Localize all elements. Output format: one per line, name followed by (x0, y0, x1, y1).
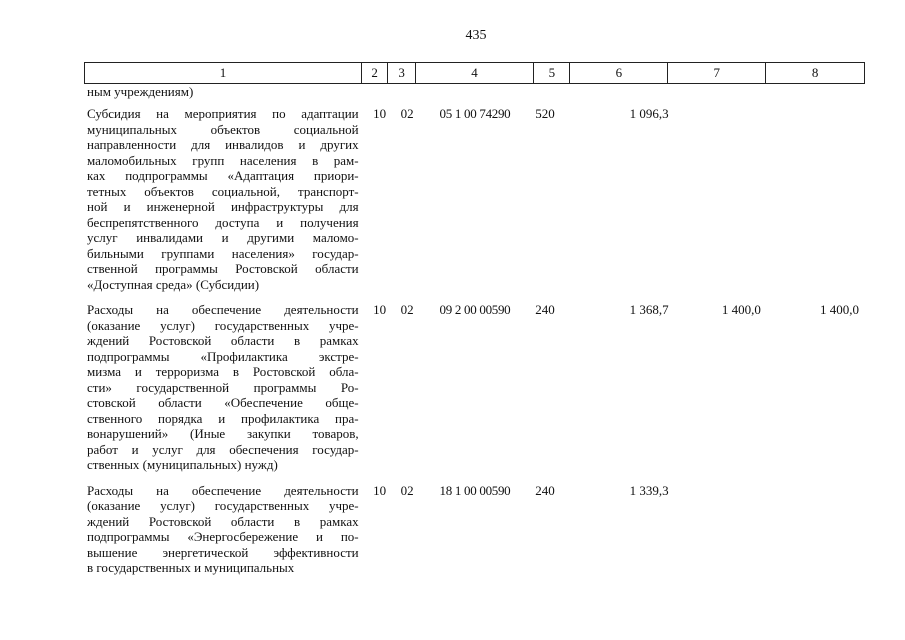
column-header-5: 5 (534, 63, 570, 83)
column-header-4: 4 (416, 63, 534, 83)
description-line: направленности для инвалидов и других (87, 137, 359, 152)
table-row (84, 483, 865, 576)
row-gap (84, 473, 865, 483)
amount-col-8: 1 400,0 (820, 302, 859, 317)
amount-col-8 (767, 106, 865, 292)
description-line: муниципальных объектов социальной (87, 121, 359, 137)
amount-col-6: 1 339,3 (629, 482, 669, 498)
description-line: сти» государственной программы Ро- (87, 379, 359, 395)
section-code: 10 (373, 482, 387, 498)
description-line: ственного порядка и профилактика пра- (87, 410, 359, 426)
description-line: Субсидия на мероприятия по адаптации (87, 106, 359, 121)
table-body (84, 84, 865, 576)
description-line: ждений Ростовской области в рамках (87, 513, 359, 529)
expense-type-code: 240 (535, 482, 555, 498)
description-line: ственных (муниципальных) нужд) (87, 457, 278, 472)
column-header-3: 3 (388, 63, 415, 83)
description-line: маломобильных групп населения в рам- (87, 152, 359, 168)
description-line: беспрепятственного доступа и получения (87, 214, 359, 230)
amount-col-6: 1 368,7 (629, 302, 669, 317)
description-line: ждений Ростовской области в рамках (87, 333, 359, 348)
amount-col-7 (669, 106, 767, 292)
continuation-text: ным учреждениям) (87, 84, 194, 99)
description-line: в государственных и муниципальных (87, 560, 295, 575)
column-header-7: 7 (668, 63, 766, 83)
description-line: Расходы на обеспечение деятельности (87, 482, 359, 498)
table-header-row (84, 62, 865, 84)
amount-col-7: 1 400,0 (721, 302, 761, 317)
expense-type-code: 520 (535, 106, 555, 121)
description-line: тетных объектов социальной, транспорт- (87, 183, 359, 199)
column-header-8: 8 (811, 65, 819, 80)
page-number: 435 (465, 28, 487, 43)
row-gap (84, 292, 865, 302)
column-header-1: 1 (85, 63, 362, 83)
section-code: 10 (373, 302, 387, 317)
table-row (84, 302, 865, 473)
budget-table (84, 62, 865, 576)
row-description (84, 106, 362, 292)
description-line: ках подпрограммы «Адаптация приори- (87, 168, 359, 183)
description-line: (оказание услуг) государственных учре- (87, 317, 359, 333)
description-line: Расходы на обеспечение деятельности (87, 302, 359, 317)
target-article-code: 05 1 00 74290 (439, 106, 511, 121)
description-line: бильными группами населения» государ- (87, 245, 359, 261)
amount-col-8 (767, 483, 865, 576)
target-article-code: 18 1 00 00590 (439, 482, 511, 498)
description-line: (оказание услуг) государственных учре- (87, 498, 359, 513)
description-line: мизма и терроризма в Ростовской обла- (87, 364, 359, 379)
description-line: ственной программы Ростовской области (87, 261, 359, 276)
description-line: ной и инженерной инфраструктуры для (87, 199, 359, 214)
subsection-code: 02 (400, 302, 414, 317)
description-line: подпрограммы «Профилактика экстре- (87, 348, 359, 364)
column-header-2: 2 (362, 63, 388, 83)
description-line: подпрограммы «Энергосбережение и по- (87, 529, 359, 544)
expense-type-code: 240 (535, 302, 555, 317)
description-line: вышение энергетической эффективности (87, 544, 359, 560)
subsection-code: 02 (400, 482, 414, 498)
description-line: работ и услуг для обеспечения государ- (87, 441, 359, 457)
row-description (84, 302, 362, 473)
target-article-code: 09 2 00 00590 (439, 302, 511, 317)
column-header-6: 6 (570, 63, 668, 83)
description-line: вонарушений» (Иные закупки товаров, (87, 426, 359, 441)
amount-col-7 (669, 483, 767, 576)
amount-col-6: 1 096,3 (629, 106, 669, 121)
subsection-code: 02 (400, 106, 414, 121)
row-description (84, 483, 362, 576)
description-line: «Доступная среда» (Субсидии) (87, 276, 260, 292)
table-row (84, 106, 865, 292)
description-line: стовской области «Обеспечение обще- (87, 395, 359, 410)
section-code: 10 (373, 106, 387, 121)
description-line: услуг инвалидами и другими маломо- (87, 230, 359, 245)
